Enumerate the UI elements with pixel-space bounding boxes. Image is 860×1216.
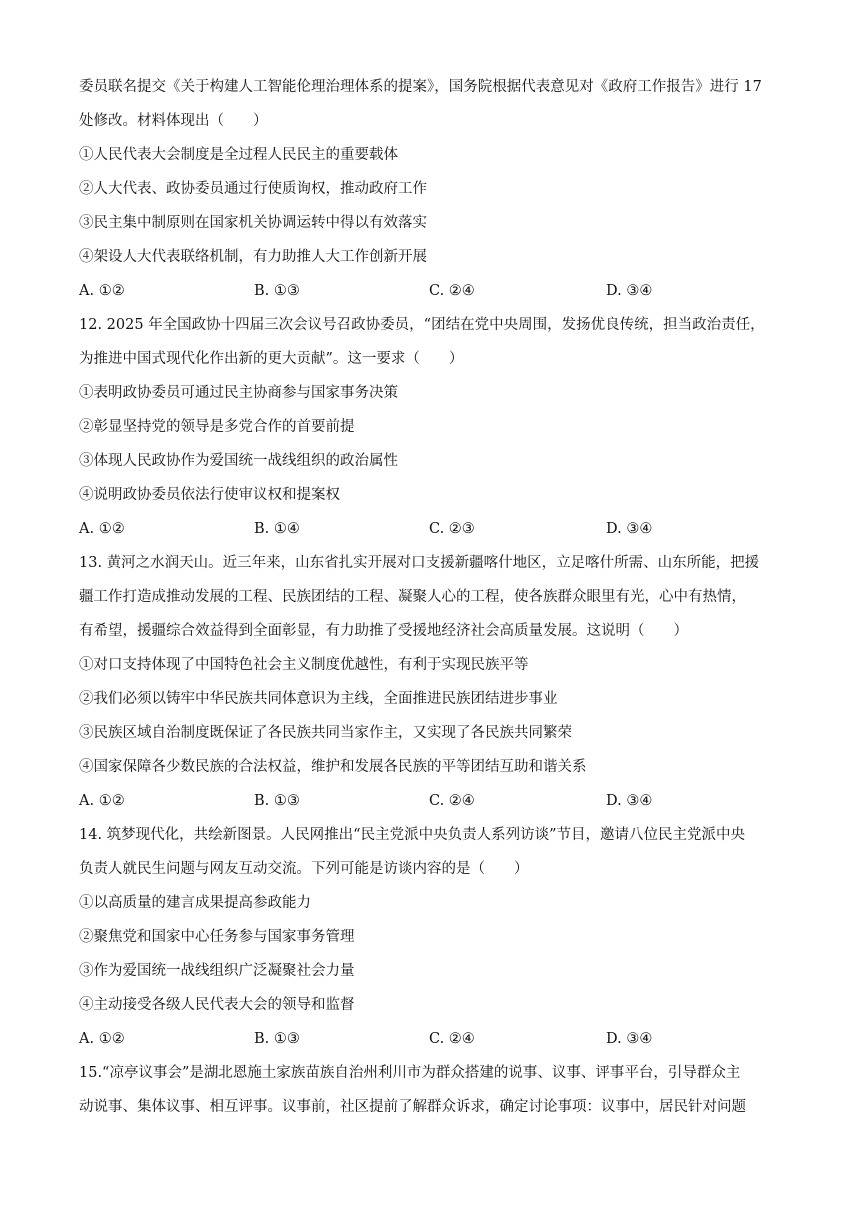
answer-options: [79, 784, 785, 818]
question-list: [79, 70, 785, 1124]
option-d: D. ③④: [606, 793, 653, 809]
question-stem-line: 12. 2025 年全国政协十四届三次会议号召政协委员，“团结在党中央周围，发扬优良传统，担当政治责任，: [79, 317, 765, 333]
question-stem-line: 15.“凉亭议事会”是湖北恩施土家族苗族自治州利川市为群众搭建的说事、议事、评事平台，引导群众主: [79, 1065, 741, 1081]
question-stem-line: 为推进中国式现代化作出新的更大贡献”。这一要求（ ）: [79, 351, 464, 367]
option-b: B. ①③: [254, 283, 300, 299]
statement-item: ④架设人大代表联络机制，有力助推人大工作创新开展: [79, 249, 427, 265]
option-a: A. ①②: [79, 793, 125, 809]
option-a: A. ①②: [79, 283, 125, 299]
statement-item: ①以高质量的建言成果提高参政能力: [79, 895, 311, 911]
statement-item: ①表明政协委员可通过民主协商参与国家事务决策: [79, 385, 398, 401]
statement-item: ②聚焦党和国家中心任务参与国家事务管理: [79, 929, 355, 945]
statement-item: ③作为爱国统一战线组织广泛凝聚社会力量: [79, 963, 355, 979]
option-b: B. ①③: [254, 793, 300, 809]
statement-item: ③体现人民政协作为爱国统一战线组织的政治属性: [79, 453, 398, 469]
statement-item: ③民主集中制原则在国家机关协调运转中得以有效落实: [79, 215, 427, 231]
question-stem-line: 动说事、集体议事、相互评事。议事前，社区提前了解群众诉求，确定讨论事项：议事中，居民针对问题: [79, 1099, 746, 1115]
option-d: D. ③④: [606, 1031, 653, 1047]
answer-options: [79, 512, 785, 546]
option-a: A. ①②: [79, 1031, 125, 1047]
question-stem-line: 有希望，援疆综合效益得到全面彰显，有力助推了受援地经济社会高质量发展。这说明（ ）: [79, 623, 688, 639]
statement-item: ③民族区域自治制度既保证了各民族共同当家作主，又实现了各民族共同繁荣: [79, 725, 572, 741]
option-d: D. ③④: [606, 521, 653, 537]
option-b: B. ①④: [254, 521, 300, 537]
statement-item: ④主动接受各级人民代表大会的领导和监督: [79, 997, 355, 1013]
answer-options: [79, 1022, 785, 1056]
statement-item: ②我们必须以铸牢中华民族共同体意识为主线，全面推进民族团结进步事业: [79, 691, 558, 707]
question-12: [79, 308, 785, 546]
question-11: [79, 70, 785, 308]
option-c: C. ②④: [429, 793, 475, 809]
option-b: B. ①③: [254, 1031, 300, 1047]
option-c: C. ②④: [429, 1031, 475, 1047]
option-a: A. ①②: [79, 521, 125, 537]
statement-item: ②人大代表、政协委员通过行使质询权，推动政府工作: [79, 181, 427, 197]
question-14: [79, 818, 785, 1056]
question-stem-line: 13. 黄河之水润天山。近三年来，山东省扎实开展对口支援新疆喀什地区，立足喀什所需、山东所能，把援: [79, 555, 760, 571]
question-stem-line: 疆工作打造成推动发展的工程、民族团结的工程、凝聚人心的工程，使各族群众眼里有光，心中有热情，: [79, 589, 746, 605]
question-stem-line: 14. 筑梦现代化，共绘新图景。人民网推出“民主党派中央负责人系列访谈”节目，邀请八位民主党派中央: [79, 827, 745, 843]
option-c: C. ②③: [429, 521, 475, 537]
option-d: D. ③④: [606, 283, 653, 299]
statement-item: ④说明政协委员依法行使审议权和提案权: [79, 487, 340, 503]
question-15: [79, 1056, 785, 1124]
statement-item: ①人民代表大会制度是全过程人民民主的重要载体: [79, 147, 398, 163]
question-stem-line: 处修改。材料体现出（ ）: [79, 113, 268, 129]
question-stem-line: 委员联名提交《关于构建人工智能伦理治理体系的提案》，国务院根据代表意见对《政府工作报告》进行 17: [79, 79, 762, 95]
statement-item: ②彰显坚持党的领导是多党合作的首要前提: [79, 419, 355, 435]
answer-options: [79, 274, 785, 308]
statement-item: ④国家保障各少数民族的合法权益，维护和发展各民族的平等团结互助和谐关系: [79, 759, 587, 775]
question-13: [79, 546, 785, 818]
option-c: C. ②④: [429, 283, 475, 299]
statement-item: ①对口支持体现了中国特色社会主义制度优越性，有利于实现民族平等: [79, 657, 529, 673]
question-stem-line: 负责人就民生问题与网友互动交流。下列可能是访谈内容的是（ ）: [79, 861, 529, 877]
